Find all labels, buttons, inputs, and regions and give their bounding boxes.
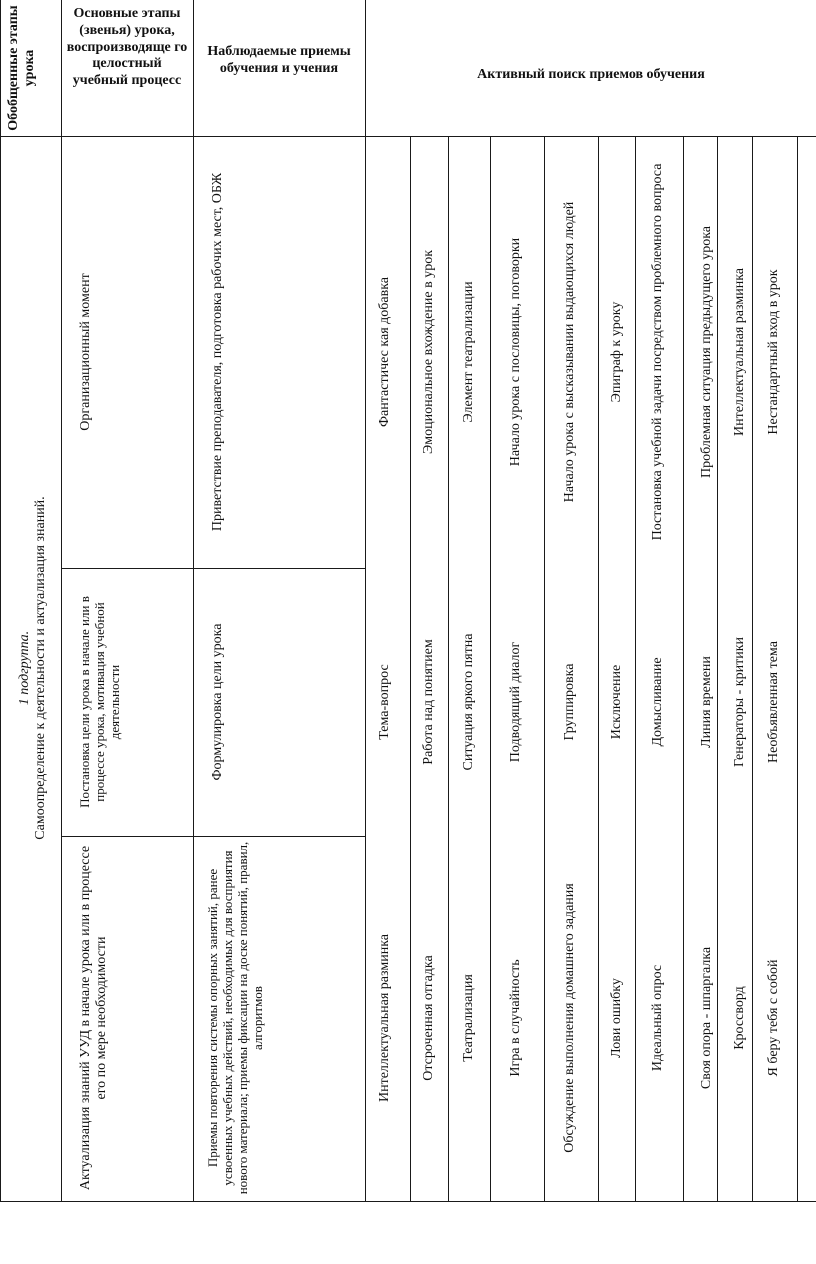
link-goal: Постановка цели урока в начале или в процессе урока, мотивация учебной деятельности xyxy=(77,596,122,808)
technique-actualize: Своя опора - шпаргалка xyxy=(699,946,714,1090)
observed-actualize: Приемы повторения системы опорных занятий, ранее усвоенных учебных действий, необходимых для восприятия нового материала; приемы фиксации на доске понятий, правил, алгоритмов xyxy=(205,841,265,1195)
technique-org: Элемент театрализации xyxy=(461,281,476,423)
technique-goal: Линия времени xyxy=(699,656,714,748)
technique-goal: Исключение xyxy=(609,664,624,740)
header-stages: Обобщенные этапы урока xyxy=(6,5,38,131)
link-actualize: Актуализация знаний УУД в начале урока или в процессе его по мере необходимости xyxy=(78,845,110,1191)
header-active: Активный поиск приемов обучения xyxy=(477,67,705,82)
header-links: Основные этапы (звенья) урока, воспроизводяще го целостный учебный процесс xyxy=(66,6,188,89)
technique-actualize: Отсроченная отгадка xyxy=(421,955,436,1081)
technique-org: Интеллектуальная разминка xyxy=(732,267,747,437)
header-observed: Наблюдаемые приемы обучения и учения xyxy=(207,44,351,76)
technique-goal: Необъявленная тема xyxy=(766,641,781,763)
technique-org: Нестандартный вход в урок xyxy=(766,269,781,435)
technique-actualize: Интеллектуальная разминка xyxy=(377,933,392,1103)
technique-goal: Домысливание xyxy=(650,657,665,747)
technique-goal: Тема-вопрос xyxy=(377,664,392,740)
technique-goal: Генераторы - критики xyxy=(732,637,747,767)
technique-goal: Группировка xyxy=(562,663,577,741)
technique-org: Фантастичес кая добавка xyxy=(377,276,392,428)
group-title: 1 подгруппа. xyxy=(17,630,32,706)
technique-goal: Ситуация яркого пятна xyxy=(461,633,476,771)
technique-org: Начало урока с высказывании выдающихся людей xyxy=(562,201,577,503)
technique-goal: Подводящий диалог xyxy=(508,641,523,763)
technique-org: Эмоциональное вхождение в урок xyxy=(421,250,436,455)
technique-actualize: Обсуждение выполнения домашнего задания xyxy=(562,883,577,1153)
technique-actualize: Театрализация xyxy=(461,974,476,1062)
technique-org: Начало урока с пословицы, поговорки xyxy=(508,237,523,467)
technique-actualize: Игра в случайность xyxy=(508,959,523,1077)
technique-actualize: Идеальный опрос xyxy=(650,964,665,1072)
technique-org: Проблемная ситуация предыдущего урока xyxy=(699,225,714,479)
technique-org: Эпиграф к уроку xyxy=(609,301,624,403)
group-subtitle: Самоопределение к деятельности и актуализация знаний. xyxy=(33,496,48,840)
observed-goal: Формулировка цели урока xyxy=(210,623,225,781)
technique-actualize: Лови ошибку xyxy=(609,978,624,1058)
technique-goal: Работа над понятием xyxy=(421,639,436,765)
observed-org: Приветствие преподавателя, подготовка рабочих мест, ОБЖ xyxy=(210,172,225,532)
technique-actualize: Я беру тебя с собой xyxy=(766,959,781,1077)
technique-actualize: Кроссворд xyxy=(732,986,747,1050)
link-org: Организационный момент xyxy=(78,273,93,431)
technique-org: Постановка учебной задачи посредством проблемного вопроса xyxy=(650,163,665,541)
